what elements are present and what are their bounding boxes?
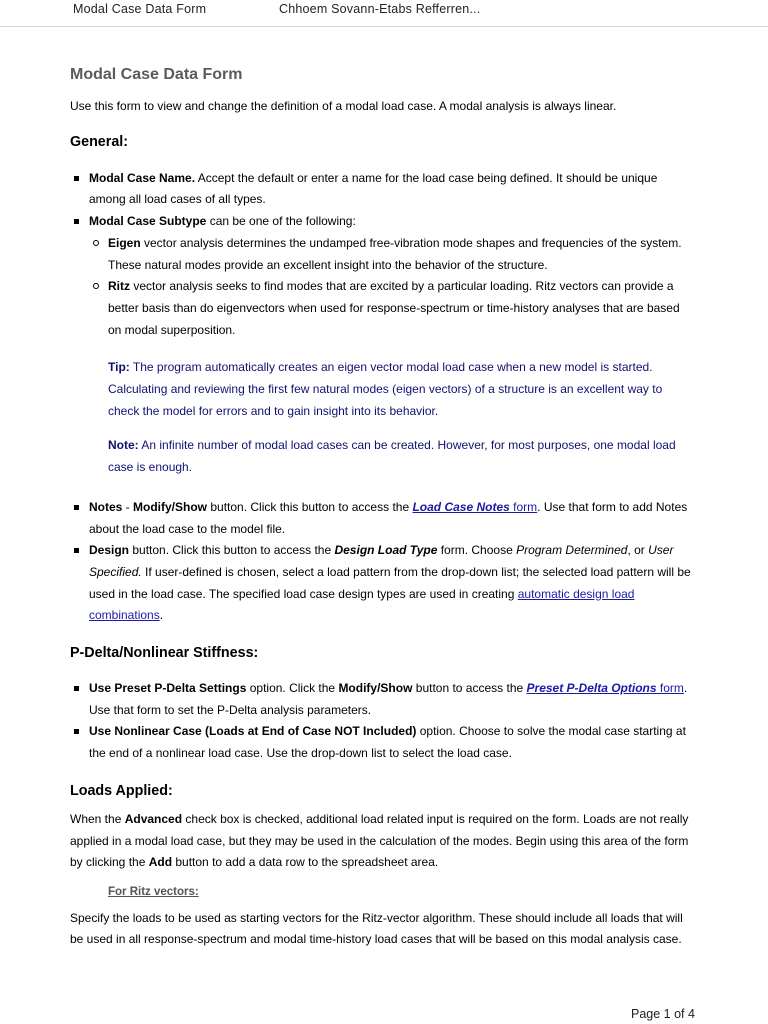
- subtype-list: [89, 233, 695, 342]
- list-item-modal-case-name: [70, 168, 695, 211]
- load-case-notes-form-link[interactable]: form: [509, 499, 538, 514]
- pdelta-list: [70, 678, 695, 765]
- option-text: User Specified.: [89, 543, 674, 579]
- text: option. Click the: [246, 681, 339, 696]
- tip-text: The program automatically creates an eigen vector modal load case when a new model is started. Calculating and reviewing the first few natural modes (eigen vectors) of a structure is an excellent way to check the model for errors and to gain insight into its behavior.: [108, 360, 663, 418]
- term: Modal Case Subtype: [89, 214, 207, 229]
- text: . Use that form to set the P-Delta analysis parameters.: [89, 681, 688, 717]
- description: vector analysis seeks to find modes that are excited by a particular loading. Ritz vectors can provide a better basis than do eigenvectors when used for response-spectrum or time-history analyses that are based on modal superposition.: [108, 279, 680, 337]
- text: check box is checked, additional load related input is required on the form. Loads are not really applied in a modal load case, but they may be used in the calculation of the modes. Begin using this area of the form by clicking the: [70, 811, 689, 870]
- section-heading-pdelta: P-Delta/Nonlinear Stiffness:: [70, 645, 259, 662]
- term: Design: [89, 543, 130, 558]
- term: Design Load Type: [334, 543, 438, 558]
- description: Accept the default or enter a name for the load case being defined. It should be unique among all load cases of all types.: [89, 170, 658, 207]
- automatic-design-load-combinations-link[interactable]: automatic design load combinations: [89, 586, 635, 623]
- description: vector analysis determines the undamped free-vibration mode shapes and frequencies of the system. These natural modes provide an excellent insight into the behavior of the structure.: [108, 235, 682, 272]
- section-heading-general: General:: [70, 133, 129, 150]
- ritz-vectors-heading: For Ritz vectors:: [108, 885, 199, 898]
- text: If user-defined is chosen, select a load pattern from the drop-down list; the selected load pattern will be used in the load case. The specified load case design types are used in creating: [89, 564, 691, 601]
- header-right-title: Chhoem Sovann-Etabs Refferren...: [279, 2, 481, 16]
- term: Advanced: [124, 811, 183, 826]
- list-item-eigen: [89, 233, 695, 276]
- tip-paragraph: [108, 357, 695, 422]
- text: button to access the: [412, 681, 527, 696]
- tip-label: Tip:: [108, 360, 130, 375]
- list-item-modal-case-subtype: [70, 211, 695, 341]
- document-body: [70, 62, 695, 951]
- list-item-design: [70, 540, 695, 627]
- note-paragraph: [108, 435, 695, 478]
- term: Use Preset P-Delta Settings: [89, 681, 247, 696]
- note-text: An infinite number of modal load cases can be created. However, for most purposes, one modal load case is enough.: [108, 438, 676, 475]
- text: . Use that form to add Notes about the load case to the model file.: [89, 499, 688, 536]
- loads-paragraph: [70, 809, 695, 874]
- term: Eigen: [108, 235, 141, 250]
- text: , or: [627, 543, 649, 558]
- description: can be one of the following:: [206, 214, 356, 229]
- term: Notes: [89, 499, 123, 514]
- text: .: [159, 608, 164, 623]
- term: Ritz: [108, 279, 130, 294]
- list-item-nonlinear-case: [70, 721, 695, 764]
- header-divider: [0, 26, 768, 27]
- preset-pdelta-options-link[interactable]: Preset P-Delta Options: [526, 681, 657, 696]
- term: Modify/Show: [338, 681, 413, 696]
- text: -: [122, 499, 134, 514]
- note-label: Note:: [108, 438, 139, 453]
- term: Modify/Show: [133, 499, 208, 514]
- text: button to add a data row to the spreadsheet area.: [172, 855, 439, 870]
- section-heading-loads: Loads Applied:: [70, 782, 173, 799]
- intro-paragraph: Use this form to view and change the definition of a modal load case. A modal analysis is always linear.: [70, 99, 617, 113]
- ritz-vectors-paragraph: Specify the loads to be used as starting vectors for the Ritz-vector algorithm. These should include all loads that will be used in all response-spectrum and modal time-history load cases that will be based on this modal analysis case.: [70, 910, 683, 947]
- page-number: Page 1 of 4: [631, 1007, 695, 1021]
- term: Add: [148, 855, 173, 870]
- text: button. Click this button to access the: [129, 543, 335, 558]
- text: form. Choose: [437, 543, 517, 558]
- load-case-notes-link[interactable]: Load Case Notes: [412, 499, 510, 514]
- term: Modal Case Name.: [89, 170, 196, 185]
- list-item-ritz: [89, 276, 695, 341]
- header-left-title: Modal Case Data Form: [73, 2, 207, 16]
- preset-pdelta-options-form-link[interactable]: form: [656, 681, 684, 696]
- text: button. Click this button to access the: [207, 499, 413, 514]
- text: When the: [70, 811, 125, 826]
- buttons-list: [70, 497, 695, 627]
- general-list: [70, 168, 695, 342]
- option-text: Program Determined: [516, 543, 628, 558]
- term: Use Nonlinear Case (Loads at End of Case NOT Included): [89, 724, 417, 739]
- page-title: Modal Case Data Form: [70, 66, 243, 83]
- text: option. Choose to solve the modal case starting at the end of a nonlinear load case. Use the drop-down list to select the load case.: [89, 724, 686, 761]
- list-item-preset-pdelta: [70, 678, 695, 721]
- list-item-notes: [70, 497, 695, 540]
